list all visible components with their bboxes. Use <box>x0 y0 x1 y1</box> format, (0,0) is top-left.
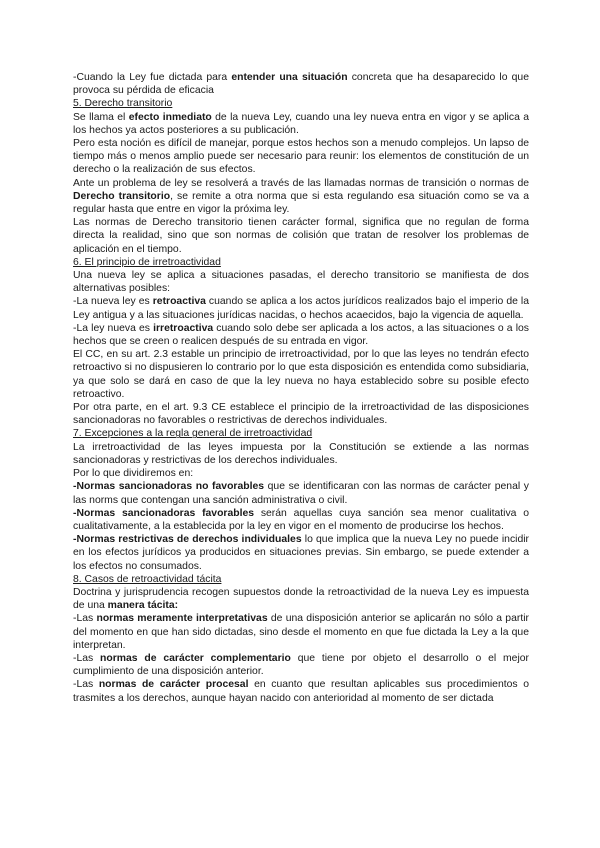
text-run: -La ley nueva es <box>73 322 154 334</box>
paragraph-sancionadoras-favorables <box>73 507 529 533</box>
bold-term: -Normas sancionadoras favorables <box>73 507 255 519</box>
text-run: en cuanto que resultan aplicables sus procedimientos o trasmites a los derechos, aunque hayan nacido con anterioridad al momento de ser dictada <box>73 679 529 704</box>
text-run: concreta que ha desaparecido lo que provoca su pérdida de eficacia <box>73 72 529 97</box>
text-run: -Las <box>73 679 99 691</box>
paragraph-efecto-inmediato <box>73 111 529 137</box>
paragraph-sancionadoras-no-favorables <box>73 480 529 506</box>
text-run: -Cuando la Ley fue dictada para <box>73 72 232 83</box>
paragraph-procesal <box>73 678 529 704</box>
text-run: lo que implica que la nueva Ley no puede incidir en los efectos jurídicos ya producidos en situaciones previas. Sin embargo, se puede extender a los efectos no consumados. <box>73 534 530 572</box>
paragraph-cc-art-2-3 <box>73 348 529 401</box>
heading-excepciones: 7. Excepciones a la regla general de irretroactividad <box>73 428 313 440</box>
text-run: Por lo que dividiremos en: <box>73 468 194 480</box>
text-run: -Las <box>73 613 97 625</box>
bold-term: -Normas sancionadoras no favorables <box>73 481 265 493</box>
paragraph-ce-art-9-3 <box>73 401 529 427</box>
paragraph-restrictivas <box>73 533 529 573</box>
paragraph-nocion <box>73 137 529 177</box>
paragraph-retroactiva <box>73 295 529 321</box>
paragraph-normas-transicion <box>73 177 529 217</box>
text-run: -Las <box>73 652 101 664</box>
text-run: Por otra parte, en el art. 9.3 CE establece el principio de la irretroactividad de las disposiciones sancionadoras no favorables o restrictivas de derechos individuales. <box>73 402 529 427</box>
bold-term: retroactiva <box>152 296 206 308</box>
text-run: , se remite a otra norma que si esta regulando esa situación como se va a regular hasta que entre en vigor la próxima ley. <box>73 190 529 216</box>
text-run: -La nueva ley es <box>73 296 153 308</box>
paragraph-caracter-formal <box>73 216 529 256</box>
text-run: que se identificaran con las normas de carácter penal y las norms que contengan una sanción administrativa o civil. <box>73 481 529 506</box>
document-page <box>73 71 529 705</box>
text-run: de la nueva Ley, cuando una ley nueva entra en vigor y se aplica a los hechos ya actos posteriores a su publicación. <box>73 111 529 136</box>
paragraph-doctrina <box>73 586 529 612</box>
bold-term: normas meramente interpretativas <box>96 613 268 625</box>
paragraph-irretroactiva <box>73 322 529 348</box>
text-run: Ante un problema de ley se resolverá a través de las llamadas normas de transición o normas de <box>73 177 529 189</box>
text-run: serán aquellas cuya sanción sea menor cualitativa o cualitativamente, a la establecida por la ley en vigor en el momento de producirse los hechos. <box>73 507 529 532</box>
paragraph-complementario <box>73 652 529 678</box>
text-run: El CC, en su art. 2.3 estable un principio de irretroactividad, por lo que las leyes no tendrán efecto retroactivo si no dispusieren lo contrario por lo que esta disposición es entendida como subsidiaria, ya que solo se dará en caso de que la ley nueva no haya establecido sobre su posible efecto retroactivo. <box>73 349 529 400</box>
text-run: Doctrina y jurisprudencia recogen supuestos donde la retroactividad de la nueva Ley es impuesta de una <box>73 586 529 612</box>
text-run: La irretroactividad de las leyes impuesta por la Constitución se extiende a las normas sancionadoras y restrictivas de los derechos individuales. <box>73 441 529 466</box>
heading-irretroactividad: 6. El principio de irretroactividad <box>73 256 221 268</box>
heading-retroactividad-tacita: 8. Casos de retroactividad tácita <box>73 573 222 585</box>
paragraph-interpretativas <box>73 612 529 652</box>
text-run: Las normas de Derecho transitorio tienen carácter formal, significa que no regulan de forma directa la realidad, sino que son normas de colisión que tratan de resolver los problemas de aplicación en el tiempo. <box>73 217 529 255</box>
paragraph-intro <box>73 71 529 97</box>
text-run: Pero esta noción es difícil de manejar, porque estos hechos son a menudo complejos. Un lapso de tiempo más o menos amplio puede ser necesario para reunir: los elementos de constitución de un derecho o la realización de sus efectos. <box>73 138 529 176</box>
paragraph-constitucion <box>73 441 529 467</box>
bold-term: manera tácita: <box>107 600 179 612</box>
bold-term: normas de carácter complementario <box>100 652 291 664</box>
bold-term: irretroactiva <box>153 322 214 334</box>
text-run: Una nueva ley se aplica a situaciones pasadas, el derecho transitorio se manifiesta de dos alternativas posibles: <box>73 270 529 295</box>
text-run: que tiene por objeto el desarrollo o el mejor cumplimiento de una disposición anterior. <box>73 652 529 678</box>
text-run: cuando solo debe ser aplicada a los actos, a las situaciones o a los hechos que se creen o realicen después de su entrada en vigor. <box>73 322 529 348</box>
bold-term: normas de carácter procesal <box>98 679 249 691</box>
bold-term: Derecho transitorio <box>73 190 171 202</box>
bold-term: -Normas restrictivas de derechos individuales <box>73 534 302 546</box>
bold-term: entender una situación <box>231 72 348 83</box>
paragraph-dividiremos <box>73 467 529 480</box>
text-run: de una disposición anterior se aplicarán no sólo a partir del momento en que han sido dictadas, sino desde el momento en que fue dictada la Ley a la que interpretan. <box>73 613 529 651</box>
heading-derecho-transitorio: 5. Derecho transitorio <box>73 98 173 110</box>
bold-term: efecto inmediato <box>128 111 212 123</box>
text-run: Se llama el <box>73 111 129 123</box>
paragraph-alternativas <box>73 269 529 295</box>
text-run: cuando se aplica a los actos jurídicos realizados bajo el imperio de la Ley antigua y a las situaciones jurídicas nacidas, o hechos acaecidos, bajo la vigencia de aquella. <box>73 296 529 321</box>
